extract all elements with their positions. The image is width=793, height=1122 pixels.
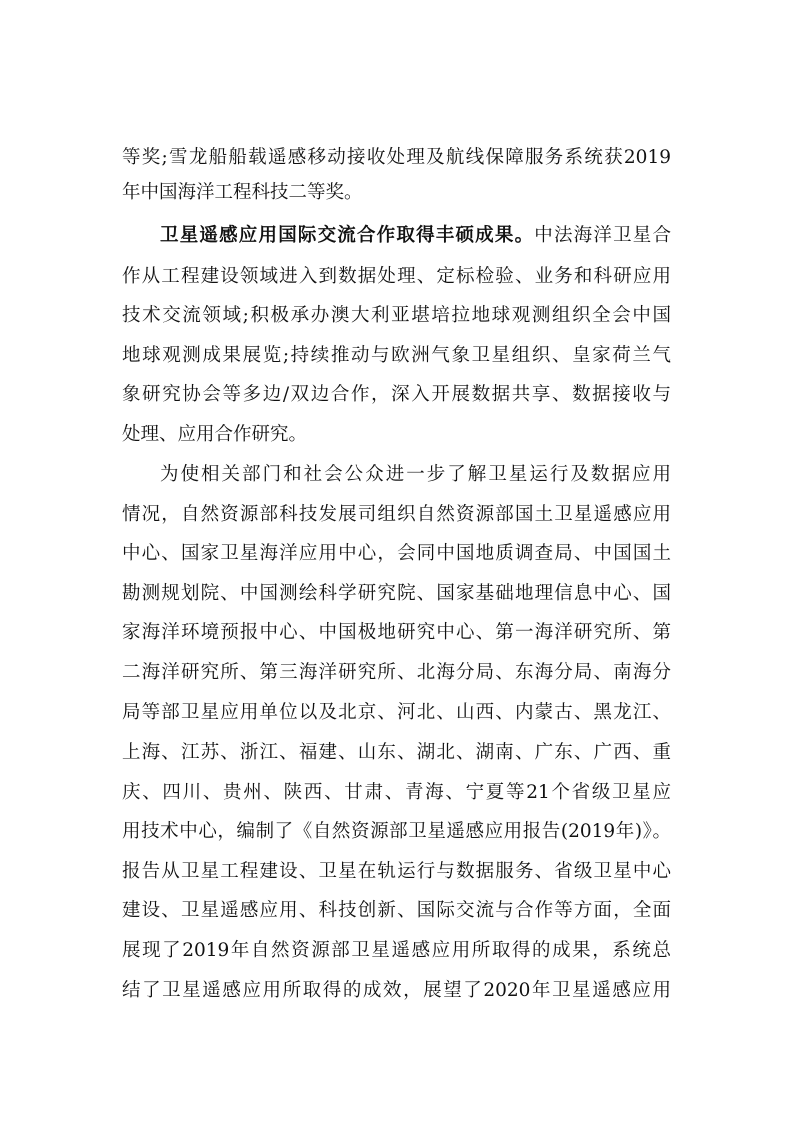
text-line: 处理、应用合作研究。 [122,424,308,445]
text-line: 上海、江苏、浙江、福建、山东、湖北、湖南、广东、广西、重 [122,742,671,763]
text-line: 年中国海洋工程科技二等奖。 [122,182,363,203]
text-line: 为使相关部门和社会公众进一步了解卫星运行及数据应用 [160,464,671,485]
text-line: 庆、四川、贵州、陕西、甘肃、青海、宁夏等21个省级卫星应 [122,782,671,803]
text-line: 情况，自然资源部科技发展司组织自然资源部国土卫星遥感应用 [122,504,671,525]
text-line: 二海洋研究所、第三海洋研究所、北海分局、东海分局、南海分 [122,662,671,683]
text-line: 建设、卫星遥感应用、科技创新、国际交流与合作等方面，全面 [122,900,671,921]
text-line: 地球观测成果展览;持续推动与欧洲气象卫星组织、皇家荷兰气 [122,345,671,366]
text-line: 局等部卫星应用单位以及北京、河北、山西、内蒙古、黑龙江、 [122,702,671,723]
text-span: 中法海洋卫星合 [534,225,671,246]
text-line: 结了卫星遥感应用所取得的成效，展望了2020年卫星遥感应用 [122,980,671,1001]
text-line: 勘测规划院、中国测绘科学研究院、国家基础地理信息中心、国 [122,583,671,604]
text-line: 展现了2019年自然资源部卫星遥感应用所取得的成果，系统总 [122,940,671,961]
text-line: 家海洋环境预报中心、中国极地研究中心、第一海洋研究所、第 [122,622,671,643]
text-line: 中心、国家卫星海洋应用中心，会同中国地质调查局、中国国土 [122,543,671,564]
text-line: 象研究协会等多边/双边合作，深入开展数据共享、数据接收与 [122,384,671,405]
text-line: 用技术中心，编制了《自然资源部卫星遥感应用报告(2019年)》。 [122,821,671,842]
paragraph-heading: 卫星遥感应用国际交流合作取得丰硕成果。 [160,225,535,246]
text-line: 技术交流领域;积极承办澳大利亚堪培拉地球观测组织全会中国 [122,305,671,326]
text-line: 等奖;雪龙船船载遥感移动接收处理及航线保障服务系统获2019 [122,147,671,168]
text-line: 报告从卫星工程建设、卫星在轨运行与数据服务、省级卫星中心 [122,861,671,882]
paragraph-heading-line [160,221,671,251]
text-line: 作从工程建设领域进入到数据处理、定标检验、业务和科研应用 [122,266,671,287]
